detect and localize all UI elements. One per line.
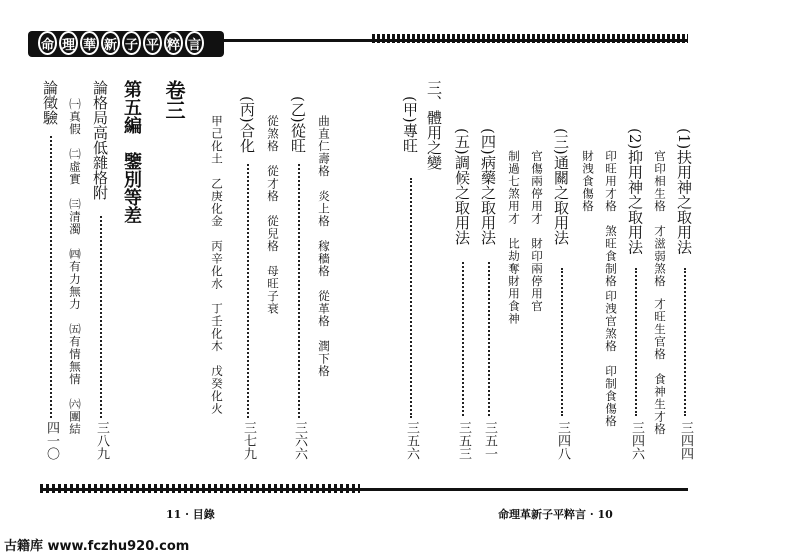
footer-left-page-label: 11 · 目錄: [166, 508, 215, 521]
toc-entry-c2-heading: 論徵驗: [41, 80, 59, 125]
toc-entry-c1-heading: 論格局高低雜格附: [91, 80, 109, 200]
banner-char: 平: [143, 31, 162, 55]
toc-entry-3-subitems: 官傷兩停用才 財印兩停用官: [530, 150, 544, 313]
toc-entry-3-subitems-2: 制過七煞用才 比劫奪財用食神: [507, 150, 521, 325]
leader-dots: [561, 268, 563, 416]
book-title: [38, 30, 204, 55]
volume-heading: 卷三: [162, 80, 186, 120]
leader-dots: [50, 136, 52, 418]
banner-char: 命: [38, 31, 57, 55]
site-watermark: 古籍库 www.fczhu920.com: [0, 535, 793, 558]
toc-page-number: 三四四: [678, 421, 693, 460]
toc-page-number: 三七九: [241, 421, 256, 460]
toc-entry-c1-subitems: ㈠真假 ㈡虛實 ㈢清濁 ㈣有力無力 ㈤有情無情 ㈥團結: [68, 98, 82, 436]
toc-entry-bing-subitems: 從煞格 從才格 從兒格 母旺子衰: [266, 115, 280, 315]
leader-dots: [488, 262, 490, 416]
banner-char: 子: [122, 31, 141, 55]
toc-entry-1-subitems-2: 才旺生官格 食神生才格: [653, 298, 667, 436]
toc-page-number: 三四八: [555, 421, 570, 460]
toc-entry-1-heading: (1)扶用神之取用法: [675, 128, 693, 255]
toc-page-number: 三六六: [292, 421, 307, 460]
banner-char: 粹: [164, 31, 183, 55]
toc-entry-jia-heading: (甲)專旺: [401, 96, 419, 153]
leader-dots: [410, 178, 412, 418]
leader-dots: [684, 268, 686, 416]
toc-entry-3-heading: (三)通關之取用法: [552, 128, 570, 245]
footer-rule: [40, 488, 688, 491]
toc-entry-yi-subitems: 曲直仁壽格 炎上格 稼穡格 從革格 潤下格: [317, 115, 331, 378]
toc-page-number: 三五六: [404, 421, 419, 460]
toc-entry-bing-heading: (丙)合化: [238, 96, 256, 153]
toc-entry-2-heading: (2)抑用神之取用法: [626, 128, 644, 255]
leader-dots: [462, 262, 464, 416]
banner-char: 言: [185, 31, 204, 55]
toc-page-number: 三五三: [456, 421, 471, 460]
toc-page-number: 三八九: [94, 421, 109, 460]
toc-entry-4-heading: (四)病藥之取用法: [479, 128, 497, 245]
toc-page-number: 四一〇: [44, 421, 59, 460]
chapter-5-heading: 第五編 鑒別等差: [121, 80, 142, 224]
toc-entry-5-heading: (五)調候之取用法: [453, 128, 471, 245]
banner-char: 新: [101, 31, 120, 55]
toc-entry-2-subitems: 印旺用才格 煞旺食制格: [604, 150, 618, 288]
toc-entry-bing-subitems-2: 甲己化土 乙庚化金 丙辛化水 丁壬化木 戊癸化火: [210, 115, 224, 415]
leader-dots: [247, 164, 249, 418]
toc-entry-2-subitems-3: 財洩食傷格: [581, 150, 595, 213]
section-3-heading: 三、體用之變: [425, 80, 443, 170]
toc-page-number: 三四六: [629, 421, 644, 460]
banner-char: 理: [59, 31, 78, 55]
toc-entry-1-subitems: 官印相生格 才滋弱煞格: [653, 150, 667, 288]
leader-dots: [635, 268, 637, 416]
toc-entry-2-subitems-2: 印洩官煞格 印制食傷格: [604, 290, 618, 428]
leader-dots: [100, 216, 102, 418]
banner-char: 華: [80, 31, 99, 55]
toc-page-number: 三五一: [482, 421, 497, 460]
toc-entry-yi-heading: (乙)從旺: [289, 96, 307, 153]
header-rule: [224, 39, 688, 42]
footer-right-page-label: 命理革新子平粹言 · 10: [498, 508, 613, 521]
leader-dots: [298, 164, 300, 418]
